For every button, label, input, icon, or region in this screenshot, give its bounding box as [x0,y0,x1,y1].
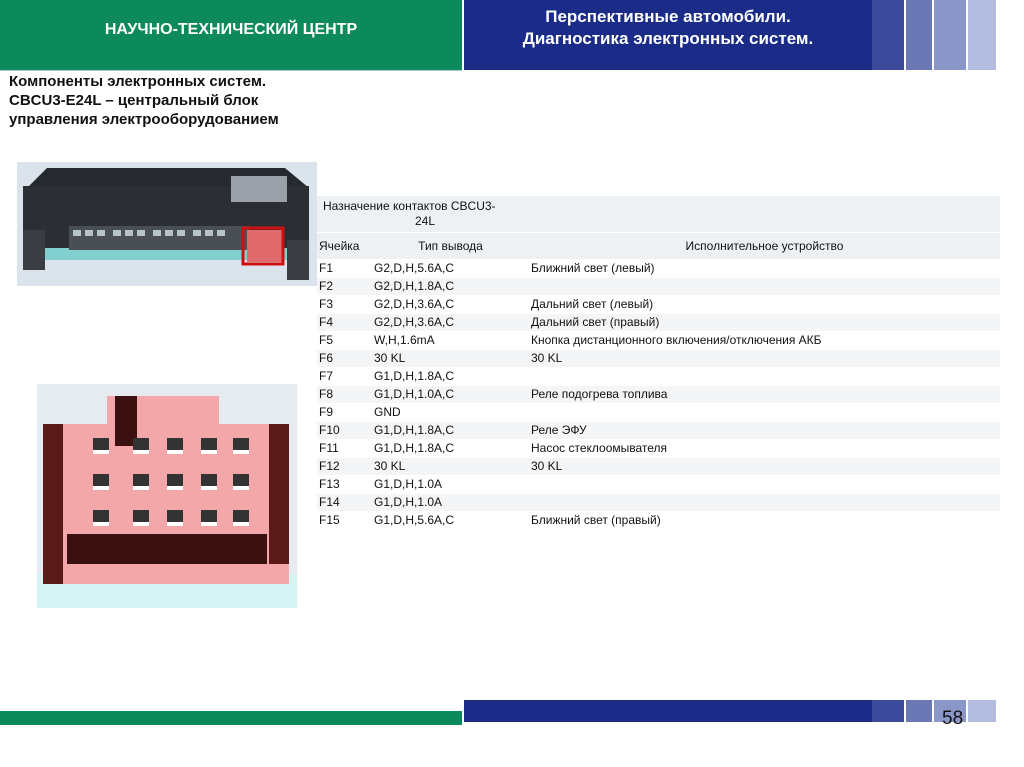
cell-device [529,476,1000,494]
cell-device: Реле ЭФУ [529,422,1000,440]
cell-type: G2,D,H,3.6A,C [372,296,529,314]
center-title: НАУЧНО-ТЕХНИЧЕСКИЙ ЦЕНТР [104,21,358,38]
table-row [317,404,1000,422]
cell-type: 30 KL [372,350,529,368]
header-stripe [934,0,966,70]
cell-device [529,368,1000,386]
cell-type: G2,D,H,3.6A,C [372,314,529,332]
table-caption-row [317,196,1000,233]
cell-id: F3 [317,296,372,314]
table-caption-blank [529,196,1000,233]
table-header-row [317,233,1000,260]
cell-type: G1,D,H,1.0A [372,476,529,494]
header-cell: Ячейка [317,233,372,260]
cell-device: 30 KL [529,458,1000,476]
cell-device [529,404,1000,422]
course-title-line2: Диагностика электронных систем. [522,29,814,48]
subtitle-line2: CBCU3-E24L – центральный блок [9,92,259,109]
table-row [317,494,1000,512]
cell-id: F10 [317,422,372,440]
header-stripe [968,0,996,70]
connector-pinout-image [37,384,297,608]
cell-device [529,278,1000,296]
cell-id: F11 [317,440,372,458]
cell-id: F13 [317,476,372,494]
cell-type: GND [372,404,529,422]
table-row [317,260,1000,278]
cell-device: Ближний свет (левый) [529,260,1000,278]
subtitle-line1: Компоненты электронных систем. [9,73,267,90]
cell-device: Кнопка дистанционного включения/отключения АКБ [529,332,1000,350]
subtitle-line3: управления электрооборудованием [9,111,279,128]
header-type: Тип вывода [372,233,529,260]
footer-green-bar [0,711,462,725]
cell-type: 30 KL [372,458,529,476]
cell-device [529,494,1000,512]
cell-id: F9 [317,404,372,422]
table-caption-line2: 24L [414,214,436,228]
header-course-bar [464,0,872,70]
table-row [317,476,1000,494]
cell-id: F2 [317,278,372,296]
table-row [317,422,1000,440]
table-row [317,512,1000,530]
footer-blue-bar [464,700,872,722]
header-device: Исполнительное устройство [529,233,1000,260]
table-row [317,368,1000,386]
cell-device: 30 KL [529,350,1000,368]
cell-type: G2,D,H,5.6A,C [372,260,529,278]
footer-stripe [968,700,996,722]
header-stripe [998,0,1024,70]
table-row [317,386,1000,404]
cell-device: Насос стеклоомывателя [529,440,1000,458]
control-unit-photo [17,162,317,286]
cell-type: W,H,1.6mA [372,332,529,350]
slide-subtitle [9,72,369,129]
table-row [317,314,1000,332]
cell-device: Реле подогрева топлива [529,386,1000,404]
table-row [317,332,1000,350]
cell-id: F15 [317,512,372,530]
footer-stripe [872,700,904,722]
page-number: 58 [942,708,964,729]
table-caption [317,196,529,233]
table-row [317,440,1000,458]
cell-type: G1,D,H,1.8A,C [372,422,529,440]
cell-type: G1,D,H,1.8A,C [372,440,529,458]
table-caption-line1: Назначение контактов CBCU3- [323,199,496,213]
cell-id: F6 [317,350,372,368]
course-title-line1: Перспективные автомобили. [545,7,791,26]
table-row [317,458,1000,476]
cell-type: G1,D,H,1.0A,C [372,386,529,404]
header-center-bar [0,0,462,71]
cell-device: Ближний свет (правый) [529,512,1000,530]
cell-id: F7 [317,368,372,386]
header-stripe [872,0,904,70]
cell-id: F1 [317,260,372,278]
cell-device: Дальний свет (левый) [529,296,1000,314]
cell-type: G1,D,H,5.6A,C [372,512,529,530]
footer-stripe [906,700,932,722]
cell-type: G1,D,H,1.8A,C [372,368,529,386]
course-title [464,6,872,50]
cell-type: G1,D,H,1.0A [372,494,529,512]
pin-assignment-table [317,196,1000,530]
cell-device: Дальний свет (правый) [529,314,1000,332]
cell-id: F4 [317,314,372,332]
cell-id: F8 [317,386,372,404]
cell-type: G2,D,H,1.8A,C [372,278,529,296]
header-stripe [906,0,932,70]
table-row [317,350,1000,368]
table-row [317,278,1000,296]
table-row [317,296,1000,314]
cell-id: F12 [317,458,372,476]
cell-id: F14 [317,494,372,512]
cell-id: F5 [317,332,372,350]
